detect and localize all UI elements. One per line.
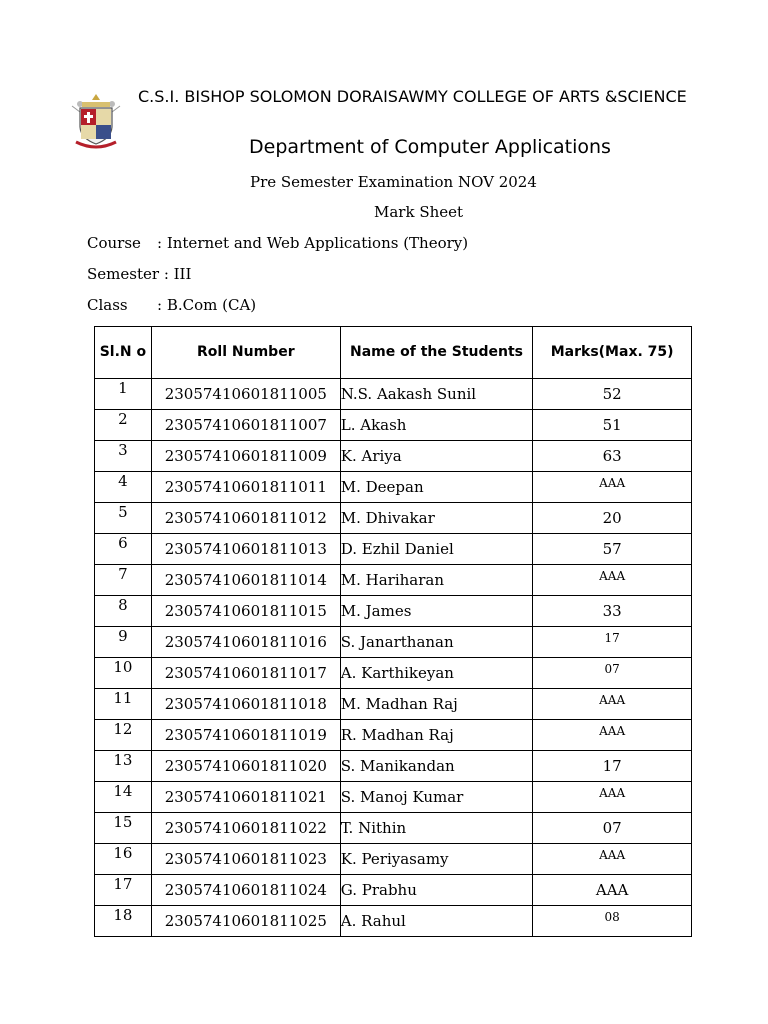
roll-number-cell: 23057410601811017 <box>151 658 340 689</box>
roll-number-cell: 23057410601811023 <box>151 844 340 875</box>
student-name-cell: M. James <box>340 596 533 627</box>
marks-cell: AAA <box>533 782 692 813</box>
table-row <box>95 782 692 813</box>
sl-cell: 5 <box>95 503 152 534</box>
header-marks: Marks(Max. 75) <box>533 327 692 379</box>
marks-cell: 07 <box>533 658 692 689</box>
sl-cell: 9 <box>95 627 152 658</box>
roll-number-cell: 23057410601811024 <box>151 875 340 906</box>
semester-label: Semester <box>87 265 160 283</box>
marks-cell: 51 <box>533 410 692 441</box>
class-label: Class <box>87 296 128 314</box>
sl-cell: 7 <box>95 565 152 596</box>
table-row <box>95 720 692 751</box>
sl-cell: 3 <box>95 441 152 472</box>
student-name-cell: T. Nithin <box>340 813 533 844</box>
student-name-cell: G. Prabhu <box>340 875 533 906</box>
marks-cell: AAA <box>533 689 692 720</box>
roll-number-cell: 23057410601811019 <box>151 720 340 751</box>
semester-value: : III <box>163 265 192 283</box>
sl-cell: 8 <box>95 596 152 627</box>
roll-number-cell: 23057410601811015 <box>151 596 340 627</box>
sl-cell: 15 <box>95 813 152 844</box>
marks-cell: AAA <box>533 720 692 751</box>
sl-cell: 16 <box>95 844 152 875</box>
course-label: Course <box>87 234 141 252</box>
table-row <box>95 410 692 441</box>
roll-number-cell: 23057410601811011 <box>151 472 340 503</box>
table-row <box>95 441 692 472</box>
table-row <box>95 472 692 503</box>
marks-cell: 20 <box>533 503 692 534</box>
table-row <box>95 813 692 844</box>
department-title: Department of Computer Applications <box>249 136 611 158</box>
roll-number-cell: 23057410601811007 <box>151 410 340 441</box>
table-row <box>95 534 692 565</box>
marks-cell: 57 <box>533 534 692 565</box>
marks-cell: 52 <box>533 379 692 410</box>
sl-cell: 2 <box>95 410 152 441</box>
marks-cell: AAA <box>533 875 692 906</box>
marks-cell: AAA <box>533 565 692 596</box>
roll-number-cell: 23057410601811022 <box>151 813 340 844</box>
marks-cell: AAA <box>533 472 692 503</box>
marks-cell: 33 <box>533 596 692 627</box>
roll-number-cell: 23057410601811018 <box>151 689 340 720</box>
student-name-cell: A. Rahul <box>340 906 533 937</box>
header-roll-number: Roll Number <box>151 327 340 379</box>
course-value: : Internet and Web Applications (Theory) <box>157 234 469 252</box>
table-row <box>95 689 692 720</box>
roll-number-cell: 23057410601811020 <box>151 751 340 782</box>
roll-number-cell: 23057410601811016 <box>151 627 340 658</box>
student-name-cell: K. Ariya <box>340 441 533 472</box>
table-row <box>95 503 692 534</box>
roll-number-cell: 23057410601811014 <box>151 565 340 596</box>
sl-cell: 12 <box>95 720 152 751</box>
exam-title: Pre Semester Examination NOV 2024 <box>250 173 537 191</box>
table-row <box>95 627 692 658</box>
sl-cell: 1 <box>95 379 152 410</box>
table-row <box>95 906 692 937</box>
student-name-cell: K. Periyasamy <box>340 844 533 875</box>
sl-cell: 18 <box>95 906 152 937</box>
sl-cell: 11 <box>95 689 152 720</box>
student-name-cell: M. Deepan <box>340 472 533 503</box>
student-name-cell: M. Madhan Raj <box>340 689 533 720</box>
table-row <box>95 379 692 410</box>
table-row <box>95 844 692 875</box>
sl-cell: 17 <box>95 875 152 906</box>
class-value: : B.Com (CA) <box>157 296 257 314</box>
table-row <box>95 565 692 596</box>
student-name-cell: R. Madhan Raj <box>340 720 533 751</box>
roll-number-cell: 23057410601811005 <box>151 379 340 410</box>
sl-cell: 13 <box>95 751 152 782</box>
roll-number-cell: 23057410601811009 <box>151 441 340 472</box>
student-name-cell: A. Karthikeyan <box>340 658 533 689</box>
sl-cell: 10 <box>95 658 152 689</box>
college-name: C.S.I. BISHOP SOLOMON DORAISAWMY COLLEGE OF ARTS &SCIENCE <box>138 87 687 106</box>
marks-cell: 63 <box>533 441 692 472</box>
student-name-cell: M. Dhivakar <box>340 503 533 534</box>
student-name-cell: D. Ezhil Daniel <box>340 534 533 565</box>
sl-cell: 14 <box>95 782 152 813</box>
student-name-cell: S. Manoj Kumar <box>340 782 533 813</box>
roll-number-cell: 23057410601811025 <box>151 906 340 937</box>
student-name-cell: S. Janarthanan <box>340 627 533 658</box>
header-student-name: Name of the Students <box>340 327 533 379</box>
header-sl-no: Sl.N o <box>95 327 152 379</box>
sheet-title: Mark Sheet <box>374 203 464 221</box>
roll-number-cell: 23057410601811021 <box>151 782 340 813</box>
marks-cell: 17 <box>533 627 692 658</box>
roll-number-cell: 23057410601811012 <box>151 503 340 534</box>
student-name-cell: M. Hariharan <box>340 565 533 596</box>
marks-cell: 07 <box>533 813 692 844</box>
student-name-cell: S. Manikandan <box>340 751 533 782</box>
marks-cell: 08 <box>533 906 692 937</box>
student-name-cell: L. Akash <box>340 410 533 441</box>
roll-number-cell: 23057410601811013 <box>151 534 340 565</box>
table-row <box>95 875 692 906</box>
course-line <box>87 234 468 252</box>
table-row <box>95 658 692 689</box>
semester-line <box>87 265 191 283</box>
marks-table <box>94 326 692 937</box>
table-header-row <box>95 327 692 379</box>
sl-cell: 4 <box>95 472 152 503</box>
table-row <box>95 751 692 782</box>
table-row <box>95 596 692 627</box>
sl-cell: 6 <box>95 534 152 565</box>
class-line <box>87 296 256 314</box>
marks-cell: 17 <box>533 751 692 782</box>
student-name-cell: N.S. Aakash Sunil <box>340 379 533 410</box>
marks-cell: AAA <box>533 844 692 875</box>
